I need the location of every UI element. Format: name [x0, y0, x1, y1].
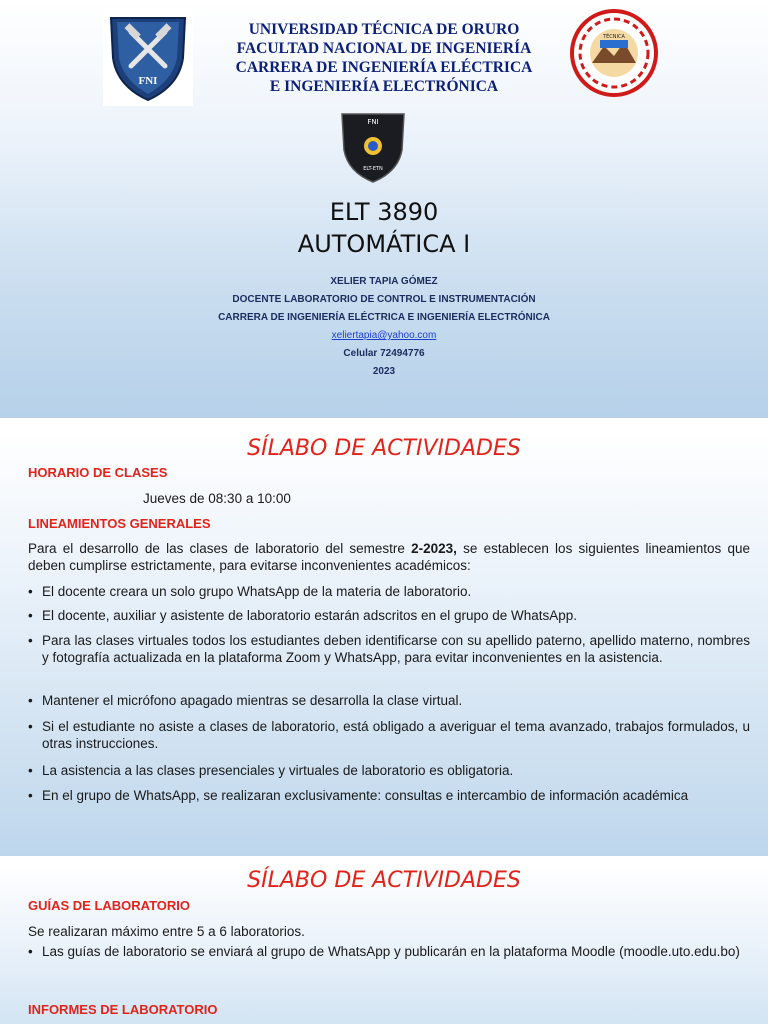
list-item-text: Si el estudiante no asiste a clases de laboratorio, está obligado a averiguar el tema avanzado, trabajos formulados, u otras instrucciones. — [42, 719, 750, 751]
logo-left-text: FNI — [138, 75, 158, 87]
university-line-2: FACULTAD NACIONAL DE INGENIERÍA — [236, 40, 532, 57]
list-item: • Para las clases virtuales todos los estudiantes deben identificarse con su apellido paterno, apellido materno, nombres y fotografía actualizada en la plataforma Zoom y WhatsApp, para evitar inconvenientes en la asistencia. — [28, 633, 750, 665]
guides-heading: GUÍAS DE LABORATORIO — [28, 898, 191, 913]
list-item-text: El docente creara un solo grupo WhatsApp de la materia de laboratorio. — [42, 584, 472, 599]
list-item: • Mantener el micrófono apagado mientras se desarrolla la clase virtual. — [28, 692, 750, 709]
slide-title: SÍLABO DE ACTIVIDADES — [247, 436, 521, 461]
list-item: • El docente, auxiliar y asistente de laboratorio estarán adscritos en el grupo de WhatsApp. — [28, 607, 750, 624]
department-name: CARRERA DE INGENIERÍA ELÉCTRICA E INGENIERÍA ELECTRÓNICA — [218, 312, 550, 323]
list-item-text: Las guías de laboratorio se enviará al grupo de WhatsApp y publicarán en la plataforma Moodle (moodle.uto.edu.bo) — [42, 944, 740, 959]
list-item-text: Para las clases virtuales todos los estudiantes deben identificarse con su apellido paterno, apellido materno, nombres y fotografía actualizada en la plataforma Zoom y WhatsApp, para evitar inconvenientes en la asistencia. — [42, 633, 750, 665]
phone-number: Celular 72494776 — [343, 348, 425, 359]
guidelines-intro — [28, 540, 750, 574]
intro-text-before: Para el desarrollo de las clases de laboratorio del semestre — [28, 541, 412, 556]
title-slide — [0, 0, 768, 418]
course-code: ELT 3890 — [329, 198, 439, 226]
university-line-3: CARRERA DE INGENIERÍA ELÉCTRICA — [235, 59, 533, 76]
slide-title: SÍLABO DE ACTIVIDADES — [247, 868, 521, 893]
schedule-text: Jueves de 08:30 a 10:00 — [143, 491, 291, 506]
list-item: • En el grupo de WhatsApp, se realizaran exclusivamente: consultas e intercambio de información académica — [28, 787, 750, 804]
teacher-role: DOCENTE LABORATORIO DE CONTROL E INSTRUMENTACIÓN — [232, 294, 536, 305]
reports-heading: INFORMES DE LABORATORIO — [28, 1002, 218, 1017]
list-item-text: Mantener el micrófono apagado mientras se desarrolla la clase virtual. — [42, 693, 463, 708]
guidelines-heading: LINEAMIENTOS GENERALES — [28, 516, 211, 531]
list-item: • Si el estudiante no asiste a clases de laboratorio, está obligado a averiguar el tema avanzado, trabajos formulados, u otras instrucciones. — [28, 719, 750, 751]
teacher-name: XELIER TAPIA GÓMEZ — [330, 276, 438, 287]
syllabus-slide-2 — [0, 866, 768, 1024]
logo-right-text: TÉCNICA — [603, 34, 625, 40]
uto-seal-logo — [570, 8, 658, 98]
list-item: • Las guías de laboratorio se enviará al grupo de WhatsApp y publicarán en la plataforma Moodle (moodle.uto.edu.bo) — [28, 943, 750, 960]
list-item: • El docente creara un solo grupo WhatsApp de la materia de laboratorio. — [28, 583, 750, 600]
email-link[interactable]: xeliertapia@yahoo.com — [331, 330, 437, 341]
list-item-text: La asistencia a las clases presenciales y virtuales de laboratorio es obligatoria. — [42, 763, 514, 778]
slide-separator — [0, 856, 768, 866]
fni-shield-logo — [103, 8, 193, 106]
intro-text-after: se establecen los siguientes lineamientos que deben cumplirse estrictamente, para evitarse inconvenientes académicos: — [28, 541, 751, 573]
list-item-text: El docente, auxiliar y asistente de laboratorio estarán adscritos en el grupo de WhatsApp. — [42, 608, 578, 623]
slide-separator — [0, 418, 768, 432]
university-line-4: E INGENIERÍA ELECTRÓNICA — [269, 78, 499, 95]
logo-center-top-text: FNI — [367, 118, 379, 126]
schedule-heading: HORARIO DE CLASES — [28, 465, 168, 480]
logo-center-bottom-text: ELT-ETN — [363, 166, 383, 172]
year: 2023 — [372, 366, 396, 377]
guides-text: Se realizaran máximo entre 5 a 6 laboratorios. — [28, 924, 305, 939]
syllabus-slide-1 — [0, 432, 768, 856]
university-line-1: UNIVERSIDAD TÉCNICA DE ORURO — [248, 21, 520, 38]
elt-etn-logo — [338, 110, 408, 186]
list-item-text: En el grupo de WhatsApp, se realizaran exclusivamente: consultas e intercambio de información académica — [42, 788, 689, 803]
intro-semester: 2-2023, — [411, 541, 457, 556]
course-name: AUTOMÁTICA I — [297, 230, 471, 258]
university-header — [200, 20, 568, 96]
list-item: • La asistencia a las clases presenciales y virtuales de laboratorio es obligatoria. — [28, 762, 750, 779]
